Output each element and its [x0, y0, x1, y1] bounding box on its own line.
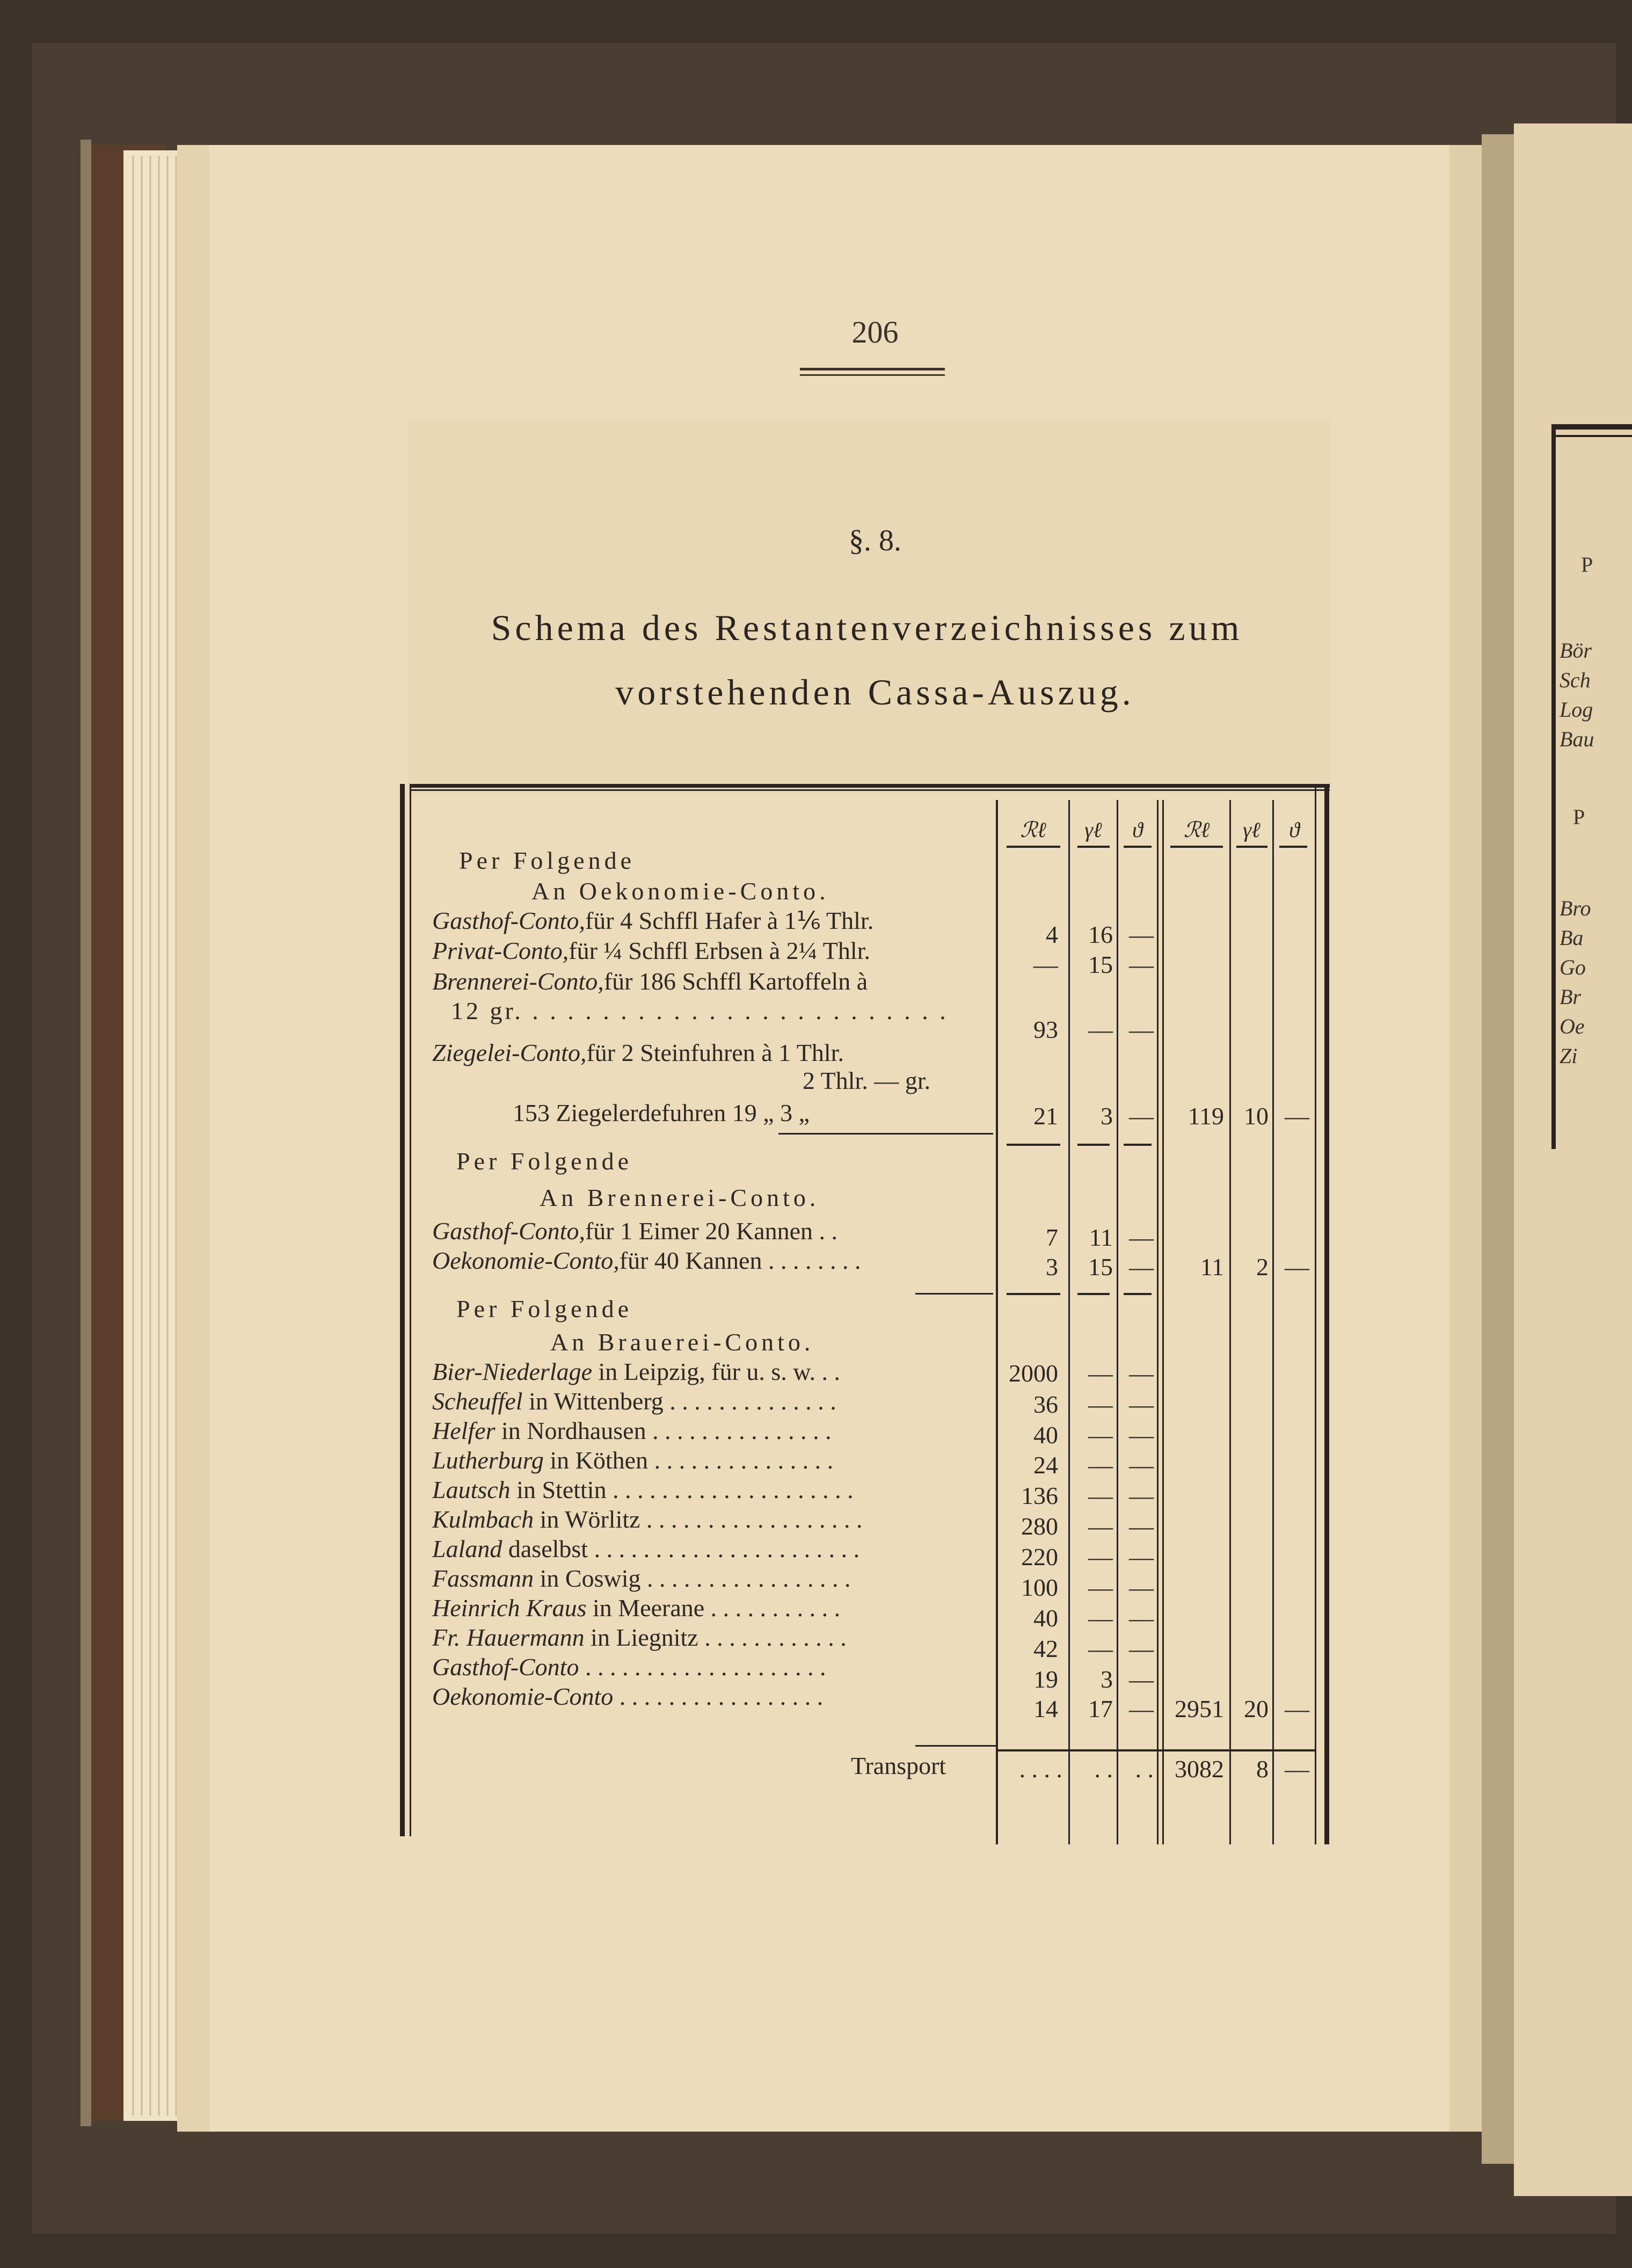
svg-text:P: P — [1573, 805, 1585, 829]
amount-groschen: — — [1088, 1391, 1113, 1418]
group-per-label: Per Folgende — [456, 1295, 633, 1322]
amount-groschen: 15 — [1088, 1253, 1113, 1281]
amount-thaler: 100 — [1021, 1574, 1058, 1601]
amount-pfennig: — — [1129, 1360, 1154, 1387]
svg-text:Oe: Oe — [1560, 1014, 1585, 1038]
column-rule — [1157, 800, 1159, 1844]
amount-pfennig: — — [1129, 1451, 1154, 1479]
amount-groschen: — — [1088, 1604, 1113, 1632]
total-thaler: 11 — [1200, 1253, 1224, 1281]
table-row: Bier-Niederlage in Leipzig, für u. s. w. . . — [432, 1358, 841, 1385]
amount-groschen: 16 — [1088, 921, 1113, 948]
group-separator-rule — [915, 1293, 993, 1295]
amount-pfennig: — — [1129, 1574, 1154, 1601]
amount-groschen: — — [1088, 1360, 1113, 1387]
table-row: Laland daselbst . . . . . . . . . . . . . . . . . . . . . . — [432, 1535, 860, 1562]
transport-thaler: 3082 — [1175, 1755, 1224, 1783]
amount-pfennig: — — [1129, 1635, 1154, 1662]
page-number-rule-thin — [800, 374, 945, 376]
table-row: Gasthof-Conto . . . . . . . . . . . . . . . . . . . . — [432, 1653, 826, 1681]
amount-thaler: 136 — [1021, 1482, 1058, 1509]
svg-text:Br: Br — [1560, 985, 1581, 1009]
sum-rule — [1077, 1293, 1110, 1295]
amount-thaler: 2000 — [1009, 1360, 1058, 1387]
amount-pfennig: — — [1129, 1224, 1154, 1251]
amount-thaler: — — [1033, 951, 1058, 978]
amount-groschen: — — [1088, 1513, 1113, 1540]
amount-groschen: 3 — [1101, 1666, 1113, 1693]
table-right-rule — [1324, 784, 1329, 1844]
group-per-label: Per Folgende — [459, 847, 636, 874]
svg-text:Bro: Bro — [1560, 896, 1591, 920]
column-rule — [1272, 800, 1274, 1844]
table-top-rule — [410, 784, 1330, 788]
amount-pfennig: — — [1129, 1604, 1154, 1632]
group-account-heading: An Brauerei-Conto. — [550, 1328, 814, 1356]
column-rule — [1229, 800, 1231, 1844]
unit-thaler: ℛℓ — [1020, 818, 1046, 842]
transport-rule — [998, 1749, 1315, 1751]
heading-underline — [1170, 846, 1223, 848]
transport-dots: . . . . — [1019, 1755, 1062, 1783]
table-row: Gasthof-Conto,für 4 Schffl Hafer à 1⅙ Thlr. — [432, 907, 874, 934]
amount-pfennig: — — [1129, 1482, 1154, 1509]
page-number: 206 — [851, 315, 899, 350]
column-rule — [1162, 800, 1164, 1844]
amount-thaler: 3 — [1046, 1253, 1058, 1281]
amount-groschen: 11 — [1089, 1224, 1113, 1251]
amount-thaler: 14 — [1033, 1695, 1058, 1722]
table-row: Brennerei-Conto,für 186 Schffl Kartoffeln à — [432, 968, 868, 995]
total-groschen: 10 — [1244, 1102, 1269, 1130]
svg-text:Bau: Bau — [1560, 727, 1594, 751]
table-row: Ziegelei-Conto,für 2 Steinfuhren à 1 Thlr. — [432, 1039, 844, 1066]
table-right-rule-thin — [1315, 784, 1316, 1844]
amount-pfennig: — — [1129, 1421, 1154, 1449]
sum-rule — [1124, 1144, 1152, 1146]
heading-underline — [1279, 846, 1307, 848]
amount-groschen: — — [1088, 1482, 1113, 1509]
table-row: Fassmann in Coswig . . . . . . . . . . . . . . . . . — [432, 1565, 851, 1592]
group-per-label: Per Folgende — [456, 1147, 633, 1175]
table-row: 2 Thlr. — gr. — [803, 1067, 931, 1094]
group-account-heading: An Brennerei-Conto. — [540, 1184, 820, 1211]
amount-thaler: 42 — [1033, 1635, 1058, 1662]
section-number: §. 8. — [849, 524, 901, 557]
amount-groschen: — — [1088, 1451, 1113, 1479]
heading-underline — [1077, 846, 1110, 848]
table-row: Privat-Conto,für ¼ Schffl Erbsen à 2¼ Thlr. — [432, 937, 870, 964]
transport-dots: . . — [1135, 1755, 1154, 1783]
transport-label: Transport — [851, 1752, 946, 1779]
total-pfennig: — — [1285, 1102, 1309, 1130]
heading-underline — [1124, 846, 1152, 848]
amount-thaler: 40 — [1033, 1421, 1058, 1449]
amount-pfennig: — — [1129, 1666, 1154, 1693]
total-pfennig: — — [1285, 1253, 1309, 1281]
amount-pfennig: — — [1129, 1513, 1154, 1540]
amount-pfennig: — — [1129, 1391, 1154, 1418]
table-row: Kulmbach in Wörlitz . . . . . . . . . . . . . . . . . . — [432, 1506, 863, 1533]
amount-groschen: — — [1088, 1421, 1113, 1449]
unit-thaler: ℛℓ — [1183, 818, 1210, 842]
amount-groschen: — — [1088, 1635, 1113, 1662]
sum-rule — [1124, 1293, 1152, 1295]
amount-groschen: — — [1088, 1574, 1113, 1601]
amount-thaler: 36 — [1033, 1391, 1058, 1418]
amount-pfennig: — — [1129, 921, 1154, 948]
sum-rule — [1077, 1144, 1110, 1146]
unit-pfennig: ϑ — [1289, 818, 1300, 842]
table-row: Helfer in Nordhausen . . . . . . . . . . . . . . . — [432, 1417, 832, 1444]
table-row: Fr. Hauermann in Liegnitz . . . . . . . . . . . . — [432, 1624, 847, 1651]
page-number-rule — [800, 368, 945, 370]
amount-groschen: — — [1088, 1543, 1113, 1571]
unit-groschen: γℓ — [1084, 818, 1102, 842]
table-row: Heinrich Kraus in Meerane . . . . . . . . . . . — [432, 1594, 841, 1622]
amount-groschen: 15 — [1088, 951, 1113, 978]
table-row: 153 Ziegelerdefuhren 19 „ 3 „ — [513, 1099, 810, 1126]
group-account-heading: An Oekonomie-Conto. — [531, 877, 829, 905]
facing-page — [1514, 123, 1632, 2196]
amount-pfennig: — — [1129, 1102, 1154, 1130]
svg-text:Go: Go — [1560, 955, 1586, 979]
total-groschen: 20 — [1244, 1695, 1269, 1722]
section-title-line-2: vorstehenden Cassa-Auszug. — [615, 672, 1135, 713]
table-row: 12 gr. . . . . . . . . . . . . . . . . . . . . . . . . — [451, 997, 949, 1024]
amount-thaler: 93 — [1033, 1016, 1058, 1043]
amount-groschen: — — [1088, 1016, 1113, 1043]
svg-text:Sch: Sch — [1560, 668, 1591, 692]
amount-groschen: 3 — [1101, 1102, 1113, 1130]
table-row: Lautsch in Stettin . . . . . . . . . . . . . . . . . . . . — [432, 1476, 854, 1503]
unit-pfennig: ϑ — [1132, 818, 1143, 842]
table-row: Scheuffel in Wittenberg . . . . . . . . . . . . . . — [432, 1387, 836, 1415]
amount-pfennig: — — [1129, 951, 1154, 978]
group-separator-rule — [778, 1133, 993, 1135]
amount-pfennig: — — [1129, 1016, 1154, 1043]
transport-pfennig: — — [1285, 1755, 1309, 1783]
amount-thaler: 7 — [1046, 1224, 1058, 1251]
total-thaler: 2951 — [1175, 1695, 1224, 1722]
table-row: Gasthof-Conto,für 1 Eimer 20 Kannen . . — [432, 1217, 838, 1245]
table-row: Oekonomie-Conto,für 40 Kannen . . . . . . . . — [432, 1247, 861, 1274]
amount-thaler: 40 — [1033, 1604, 1058, 1632]
table-top-rule-thin — [410, 789, 1330, 791]
svg-text:Log: Log — [1560, 697, 1593, 722]
table-left-rule-thin — [410, 784, 411, 1836]
transport-groschen: 8 — [1256, 1755, 1269, 1783]
total-pfennig: — — [1285, 1695, 1309, 1722]
amount-thaler: 280 — [1021, 1513, 1058, 1540]
sum-rule — [1007, 1293, 1060, 1295]
restanten-table — [400, 784, 1329, 1874]
svg-text:Zi: Zi — [1560, 1044, 1578, 1068]
section-title-line-1: Schema des Restantenverzeichnisses zum — [491, 607, 1243, 648]
transport-rule — [915, 1745, 996, 1747]
amount-thaler: 220 — [1021, 1543, 1058, 1571]
unit-groschen: γℓ — [1243, 818, 1261, 842]
table-row: Oekonomie-Conto . . . . . . . . . . . . . . . . . — [432, 1683, 824, 1710]
svg-text:P: P — [1581, 553, 1593, 577]
total-groschen: 2 — [1256, 1253, 1269, 1281]
total-thaler: 119 — [1187, 1102, 1224, 1130]
transport-dots: . . — [1094, 1755, 1113, 1783]
amount-thaler: 19 — [1033, 1666, 1058, 1693]
amount-thaler: 21 — [1033, 1102, 1058, 1130]
amount-pfennig: — — [1129, 1695, 1154, 1722]
heading-underline — [1236, 846, 1267, 848]
amount-pfennig: — — [1129, 1543, 1154, 1571]
amount-thaler: 4 — [1046, 921, 1058, 948]
heading-underline — [1007, 846, 1060, 848]
svg-text:Ba: Ba — [1560, 926, 1584, 950]
svg-text:Bör: Bör — [1560, 638, 1592, 663]
table-row: Lutherburg in Köthen . . . . . . . . . . . . . . . — [432, 1446, 834, 1474]
sum-rule — [1007, 1144, 1060, 1146]
amount-thaler: 24 — [1033, 1451, 1058, 1479]
table-left-rule — [400, 784, 405, 1836]
amount-groschen: 17 — [1088, 1695, 1113, 1722]
amount-pfennig: — — [1129, 1253, 1154, 1281]
